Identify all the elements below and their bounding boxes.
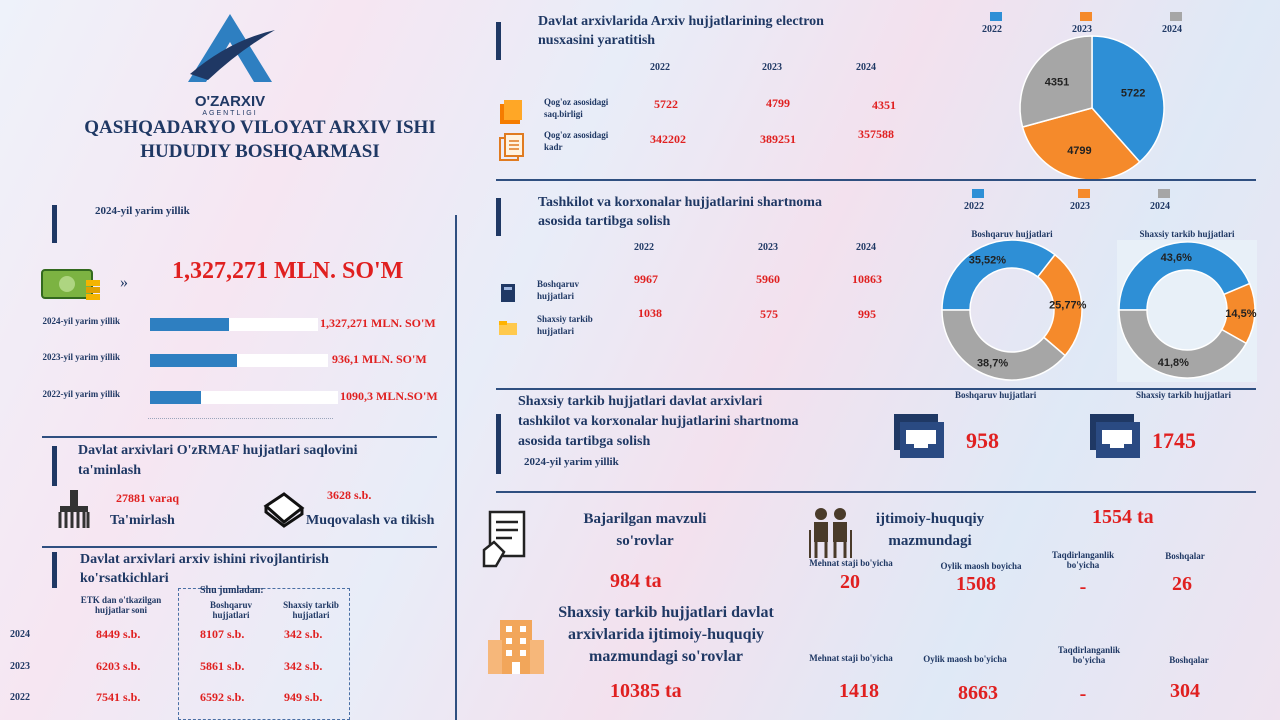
ind-etk: 8449 s.b. (96, 627, 141, 641)
col-boshqaruv-header: Boshqaruv hujjatlari (209, 600, 253, 620)
section-marker (496, 198, 501, 236)
ind-boshqaruv: 5861 s.b. (200, 659, 245, 673)
pie1-slice-label-2022: 5722 (1120, 87, 1146, 100)
donut1-slice-2022 (942, 240, 1055, 310)
divider (42, 546, 437, 548)
bar-fill (150, 354, 237, 367)
ct-row2-2024: 995 (858, 307, 876, 321)
electronic-title-line2: nusxasini yaratitish (538, 33, 656, 48)
indicators-title (80, 550, 329, 588)
personnel-shaxsiy-value: 1745 (1152, 428, 1196, 453)
ct-row2-2023: 575 (760, 307, 778, 321)
el-row2-2023: 389251 (760, 132, 796, 146)
ct-row1-2023: 5960 (756, 272, 780, 286)
document-icon (498, 132, 524, 167)
thematic-title-line1: Bajarilgan mavzuli (583, 511, 707, 527)
ct-row2-label-line2: hujjatlari (537, 326, 574, 336)
pie1-legend-label-2023: 2023 (1072, 24, 1092, 35)
book-icon (262, 488, 304, 533)
social-title-line2: mazmundagi (888, 533, 972, 549)
el-year-2024: 2024 (856, 62, 876, 73)
el-row2-2024: 357588 (858, 127, 894, 141)
page-title-line1: QASHQADARYO VILOYAT ARXIV ISHI (84, 117, 436, 138)
el-row2-label-line2: kadr (544, 142, 563, 152)
brush-icon (56, 490, 92, 535)
col-mehnat-1: Mehnat staji bo'yicha (809, 558, 893, 568)
personnel-title (518, 392, 799, 452)
bar-chart-axis (148, 418, 333, 419)
thematic-title-line2: so'rovlar (616, 533, 674, 549)
personnel-boshqaruv-label: Boshqaruv hujjatlari (955, 390, 1037, 400)
elderly-people-icon (806, 506, 854, 563)
electronic-title (538, 12, 824, 50)
section-marker (496, 414, 501, 474)
period-label: 2024-yil yarim yillik (95, 205, 190, 217)
bar-label: 2023-yil yarim yillik (42, 352, 120, 362)
donut2-slice-label-2024: 41,8% (1157, 357, 1189, 370)
row2-taqdir: - (1079, 683, 1087, 705)
ind-shaxsiy: 949 s.b. (284, 690, 323, 704)
row1-boshqa: 26 (1172, 573, 1192, 595)
personnel-title-line3: asosida tartibga solish (518, 434, 651, 449)
logo-sub: AGENTLIGI (202, 110, 258, 117)
personnel-shaxsiy-label: Shaxsiy tarkib hujjatlari (1136, 390, 1232, 400)
el-row1-2022: 5722 (654, 97, 678, 111)
page-title (40, 116, 480, 164)
pie1-slice-label-2023: 4799 (1067, 145, 1092, 158)
donut1-slice-label-2023: 25,77% (1049, 299, 1087, 312)
ind-shaxsiy: 342 s.b. (284, 659, 323, 673)
contract-title-line2: asosida tartibga solish (538, 214, 671, 229)
ct-row1-label (537, 278, 579, 302)
social-title-line1: ijtimoiy-huquqiy (875, 511, 985, 527)
donut1-slice-label-2022: 35,52% (968, 254, 1007, 267)
pie1-legend-swatch-2023 (1080, 12, 1092, 21)
el-row1-2024: 4351 (872, 98, 896, 112)
archive-folder-icon (892, 412, 948, 467)
rmaf-title-line2: ta'minlash (78, 463, 142, 478)
col-oylik-2: Oylik maosh bo'yicha (923, 654, 1007, 664)
col-boshqa-2: Boshqalar (1169, 655, 1209, 665)
ind-etk: 6203 s.b. (96, 659, 141, 673)
section-marker (52, 446, 57, 486)
donut2-title: Shaxsiy tarkib hujjatlari (1139, 229, 1235, 239)
row2-mehnat: 1418 (839, 680, 879, 702)
folder-orange-icon (498, 98, 524, 131)
bar-value: 936,1 MLN. SO'M (332, 352, 427, 366)
donut1-legend-swatch-2023 (1078, 189, 1090, 198)
col-etk-header: ETK dan o'tkazilgan hujjatlar soni (80, 595, 162, 615)
section-marker (496, 22, 501, 60)
pie1-slice-label-2024: 4351 (1044, 76, 1070, 89)
row2-boshqa: 304 (1170, 680, 1200, 702)
ct-row1-label-line1: Boshqaruv (537, 279, 580, 289)
col-oylik-1: Oylik maosh boyicha (940, 561, 1022, 571)
donut1-legend-label-2023: 2023 (1070, 201, 1090, 212)
donut1-slice-label-2024: 38,7% (976, 357, 1009, 370)
pie1-legend-swatch-2022 (990, 12, 1002, 21)
personnel-period: 2024-yil yarim yillik (524, 456, 619, 468)
rmaf-title-line1: Davlat arxivlari O'zRMAF hujjatlari saqlovini (78, 443, 358, 458)
el-row2-2022: 342202 (650, 132, 686, 146)
archive-folder-icon (1088, 412, 1144, 467)
ind-etk: 7541 s.b. (96, 690, 141, 704)
arrow-icon: » (120, 274, 128, 291)
el-row1-label-line2: saq.birligi (544, 109, 583, 119)
ct-year-2022: 2022 (634, 242, 654, 253)
logo-icon (180, 10, 280, 88)
ind-boshqaruv: 8107 s.b. (200, 627, 245, 641)
clipboard-icon (482, 510, 528, 573)
thematic-title (560, 508, 730, 552)
social-value: 1554 ta (1092, 506, 1154, 528)
bar-fill (150, 391, 201, 404)
el-row1-label-line1: Qog'oz asosidagi (544, 97, 609, 107)
contract-title-line1: Tashkilot va korxonalar hujjatlarini shartnoma (538, 195, 822, 210)
bar-label: 2024-yil yarim yillik (42, 316, 120, 326)
donut-chart-shaxsiy (1115, 185, 1260, 385)
ind-shaxsiy: 342 s.b. (284, 627, 323, 641)
personnel-requests-value: 10385 ta (610, 680, 682, 702)
donut1-title: Boshqaruv hujjatlari (971, 229, 1053, 239)
pie1-legend-label-2022: 2022 (982, 24, 1002, 35)
divider (496, 179, 1256, 181)
folder-yellow-icon (498, 320, 518, 341)
col-shaxsiy-header: Shaxsiy tarkib hujjatlari (283, 600, 339, 620)
ind-year: 2023 (10, 661, 30, 672)
donut1-legend-swatch-2022 (972, 189, 984, 198)
ind-year: 2022 (10, 692, 30, 703)
row1-mehnat: 20 (840, 571, 860, 593)
personnel-requests-line2: arxivlarida ijtimoiy-huquqiy (567, 626, 765, 643)
section-marker (52, 205, 57, 243)
personnel-requests-line1: Shaxsiy tarkib hujjatlari davlat (558, 604, 774, 621)
donut2-slice-label-2022: 43,6% (1160, 252, 1192, 265)
bar-value: 1090,3 MLN.SO'M (340, 389, 438, 403)
personnel-requests-title (526, 602, 806, 668)
restore-label: Ta'mirlash (110, 513, 175, 528)
pie1-legend-label-2024: 2024 (1162, 24, 1182, 35)
el-row1-2023: 4799 (766, 96, 790, 110)
ind-year: 2024 (10, 629, 30, 640)
book-blue-icon (500, 283, 516, 308)
bar-label: 2022-yil yarim yillik (42, 389, 120, 399)
ct-year-2023: 2023 (758, 242, 778, 253)
restore-value: 27881 varaq (116, 491, 179, 505)
bar-value: 1,327,271 MLN. SO'M (320, 316, 436, 330)
thematic-value: 984 ta (610, 570, 662, 592)
col-taqdir-1: Taqdirlanganlik bo'yicha (1051, 550, 1115, 570)
section-marker (52, 552, 57, 588)
logo-name: O'ZARXIV (194, 93, 266, 110)
row1-taqdir: - (1079, 576, 1087, 598)
ct-row2-label-line1: Shaxsiy tarkib (537, 314, 593, 324)
el-row2-label-line1: Qog'oz asosidagi (544, 130, 609, 140)
col-taqdir-2: Taqdirlanganlik bo'yicha (1057, 645, 1121, 665)
ct-row2-2022: 1038 (638, 306, 662, 320)
pie1-legend-swatch-2024 (1170, 12, 1182, 21)
ct-row2-label (537, 313, 593, 337)
money-icon (40, 262, 105, 309)
donut1-legend-label-2024: 2024 (1150, 201, 1170, 212)
el-year-2022: 2022 (650, 62, 670, 73)
donut1-legend-label-2022: 2022 (964, 201, 984, 212)
ind-boshqaruv: 6592 s.b. (200, 690, 245, 704)
el-year-2023: 2023 (762, 62, 782, 73)
divider (496, 491, 1256, 493)
social-title (870, 508, 990, 552)
logo (180, 10, 280, 115)
personnel-boshqaruv-value: 958 (966, 428, 999, 453)
personnel-title-line2: tashkilot va korxonalar hujjatlarini shartnoma (518, 414, 799, 429)
col-mehnat-2: Mehnat staji bo'yicha (809, 653, 893, 663)
bar-fill (150, 318, 229, 331)
el-row1-label (544, 96, 608, 120)
ct-row1-2022: 9967 (634, 272, 658, 286)
ct-year-2024: 2024 (856, 242, 876, 253)
sub-header: Shu jumladan: (200, 585, 264, 596)
binding-label: Muqovalash va tikish (306, 513, 435, 528)
personnel-title-line1: Shaxsiy tarkib hujjatlari davlat arxivlari (518, 394, 763, 409)
indicators-title-line1: Davlat arxivlari arxiv ishini rivojlantirish (80, 552, 329, 567)
col-boshqa-1: Boshqalar (1165, 551, 1205, 561)
row1-oylik: 1508 (956, 573, 996, 595)
ct-row1-label-line2: hujjatlari (537, 291, 574, 301)
row2-oylik: 8663 (958, 682, 998, 704)
vertical-divider (455, 215, 457, 720)
page-title-line2: HUDUDIY BOSHQARMASI (140, 141, 380, 162)
total-amount: 1,327,271 MLN. SO'M (172, 258, 404, 284)
pie-chart-electronic (980, 8, 1210, 183)
divider (42, 436, 437, 438)
indicators-title-line2: ko'rsatkichlari (80, 571, 169, 586)
donut2-slice-label-2023: 14,5% (1225, 308, 1257, 321)
rmaf-title (78, 441, 357, 481)
electronic-title-line1: Davlat arxivlarida Arxiv hujjatlarining electron (538, 14, 824, 29)
binding-value: 3628 s.b. (327, 488, 372, 502)
donut-chart-boshqaruv (940, 185, 1170, 385)
personnel-requests-line3: mazmundagi so'rovlar (589, 648, 743, 665)
el-row2-label (544, 129, 608, 153)
ct-row1-2024: 10863 (852, 272, 882, 286)
contract-title (538, 193, 822, 231)
